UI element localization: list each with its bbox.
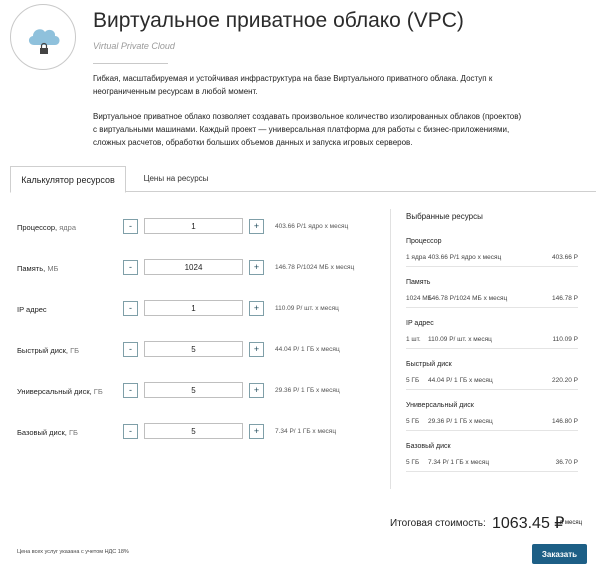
memory-quantity-input[interactable] — [144, 259, 243, 275]
order-button[interactable]: Заказать — [532, 544, 587, 564]
selected-ip-total: 110.09 Р — [552, 336, 578, 343]
selected-memory-total: 146.78 Р — [551, 295, 578, 302]
total-cost-value: 1063.45 ₽ — [492, 515, 565, 532]
base-disk-label — [17, 428, 78, 437]
ip-quantity-input[interactable] — [144, 300, 243, 316]
selected-ip-rate: 110.09 Р/ шт. х месяц — [428, 336, 492, 343]
universal-disk-decrement-button[interactable]: - — [123, 383, 138, 398]
selected-cpu-heading: Процессор — [406, 238, 442, 245]
ip-unit-price: 110.09 Р/ шт. х месяц — [275, 305, 339, 312]
universal-disk-label — [17, 387, 103, 396]
cpu-quantity-input[interactable] — [144, 218, 243, 234]
base-disk-increment-button[interactable]: + — [249, 424, 264, 439]
selected-universal-disk-rate: 29.36 Р/ 1 ГБ х месяц — [428, 418, 493, 425]
memory-label-name: Память, — [17, 264, 46, 273]
base-disk-unit-price: 7.34 Р/ 1 ГБ х месяц — [275, 428, 337, 435]
selected-universal-disk-total: 146.80 Р — [551, 418, 578, 425]
cpu-increment-button[interactable]: + — [249, 219, 264, 234]
selected-cpu-rate: 403.66 Р/1 ядро х месяц — [428, 254, 502, 261]
ip-decrement-button[interactable]: - — [123, 301, 138, 316]
cpu-decrement-button[interactable]: - — [123, 219, 138, 234]
subtitle-divider — [93, 63, 168, 64]
selected-base-disk-heading: Базовый диск — [406, 443, 451, 450]
selected-cpu-total: 403.66 Р — [551, 254, 578, 261]
vat-note: Цена всех услуг указана с учетом НДС 18% — [17, 549, 129, 555]
fast-disk-unit-price: 44.04 Р/ 1 ГБ х месяц — [275, 346, 340, 353]
total-cost-label: Итоговая стоимость: — [390, 518, 486, 529]
memory-label-unit: МБ — [47, 264, 59, 273]
base-disk-quantity-input[interactable] — [144, 423, 243, 439]
page-subtitle: Virtual Private Cloud — [93, 41, 175, 51]
selected-fast-disk-qty: 5 ГБ — [406, 377, 420, 384]
selected-memory-rate: 146.78 Р/1024 МБ х месяц — [428, 295, 508, 302]
tab-bar — [10, 166, 596, 192]
base-disk-decrement-button[interactable]: - — [123, 424, 138, 439]
universal-disk-quantity-input[interactable] — [144, 382, 243, 398]
ip-label-name: IP адрес — [17, 305, 47, 314]
base-disk-label-unit: ГБ — [68, 428, 78, 437]
selected-fast-disk-total: 220.20 Р — [551, 377, 578, 384]
divider — [406, 389, 578, 390]
selected-universal-disk-qty: 5 ГБ — [406, 418, 420, 425]
divider — [406, 471, 578, 472]
ip-increment-button[interactable]: + — [249, 301, 264, 316]
selected-base-disk-rate: 7.34 Р/ 1 ГБ х месяц — [428, 459, 490, 466]
memory-label — [17, 264, 58, 273]
cpu-label-unit: ядра — [59, 223, 77, 232]
fast-disk-label-name: Быстрый диск, — [17, 346, 69, 355]
tab-resource-calculator[interactable]: Калькулятор ресурсов — [10, 166, 126, 193]
memory-decrement-button[interactable]: - — [123, 260, 138, 275]
selected-memory-heading: Память — [406, 279, 431, 286]
fast-disk-label — [17, 346, 79, 355]
description-paragraph-1: Гибкая, масштабируемая и устойчивая инфраструктура на базе Виртуального приватного облака. Доступ к неограниченным ресурсам в любой момент. — [93, 74, 493, 96]
selected-base-disk-total: 36.70 Р — [555, 459, 578, 466]
total-cost-period: в месяц — [560, 520, 583, 526]
selected-cpu-qty: 1 ядра — [406, 254, 426, 261]
ip-label — [17, 305, 47, 314]
description-paragraph-2: Виртуальное приватное облако позволяет создавать произвольное количество изолированных облаков (проектов) с виртуальными машинами. Каждый проект — универсальная платформа для работы с бизнес-приложениями, сложных расчетов, обработки больших объемов данных и запуска игровых серверов. — [93, 112, 522, 147]
selected-memory-qty: 1024 МБ — [406, 295, 432, 302]
fast-disk-label-unit: ГБ — [70, 346, 80, 355]
selected-base-disk-qty: 5 ГБ — [406, 459, 420, 466]
tab-resource-prices[interactable]: Цены на ресурсы — [143, 174, 209, 183]
cpu-unit-price: 403.66 Р/1 ядро х месяц — [275, 223, 349, 230]
memory-unit-price: 146.78 Р/1024 МБ х месяц — [275, 264, 355, 271]
universal-disk-label-unit: ГБ — [93, 387, 103, 396]
memory-increment-button[interactable]: + — [249, 260, 264, 275]
universal-disk-increment-button[interactable]: + — [249, 383, 264, 398]
selected-resources-title: Выбранные ресурсы — [406, 212, 483, 221]
universal-disk-label-name: Универсальный диск, — [17, 387, 92, 396]
selected-fast-disk-heading: Быстрый диск — [406, 361, 452, 368]
divider — [406, 348, 578, 349]
universal-disk-unit-price: 29.36 Р/ 1 ГБ х месяц — [275, 387, 340, 394]
divider — [406, 307, 578, 308]
cpu-label — [17, 223, 76, 232]
selected-universal-disk-heading: Универсальный диск — [406, 402, 474, 409]
selected-ip-qty: 1 шт. — [406, 336, 421, 343]
cpu-label-name: Процессор, — [17, 223, 58, 232]
fast-disk-decrement-button[interactable]: - — [123, 342, 138, 357]
base-disk-label-name: Базовый диск, — [17, 428, 67, 437]
fast-disk-quantity-input[interactable] — [144, 341, 243, 357]
fast-disk-increment-button[interactable]: + — [249, 342, 264, 357]
divider — [406, 266, 578, 267]
page-title: Виртуальное приватное облако (VPC) — [93, 9, 464, 32]
selected-fast-disk-rate: 44.04 Р/ 1 ГБ х месяц — [428, 377, 493, 384]
cloud-lock-icon — [25, 21, 63, 57]
divider — [406, 430, 578, 431]
vpc-logo — [10, 4, 76, 70]
selected-ip-heading: IP адрес — [406, 320, 434, 327]
